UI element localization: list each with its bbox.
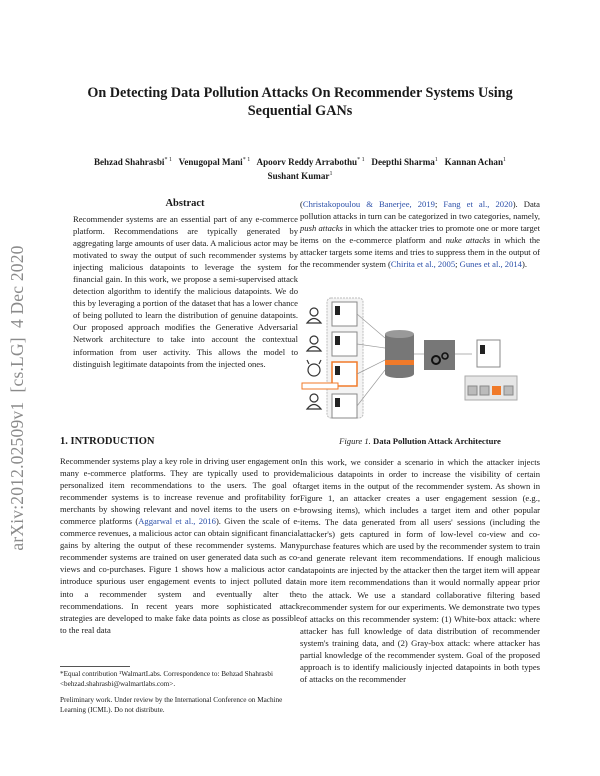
figure-1-diagram	[300, 290, 540, 420]
author: Deepthi Sharma$^1$	[371, 157, 438, 168]
citation-link[interactable]: Fang et al., 2020	[443, 199, 513, 209]
attacker-session-page-icon	[332, 362, 357, 386]
customer-events-database-icon	[385, 330, 414, 378]
recommendation-page-icon	[477, 340, 500, 367]
user-icon	[307, 394, 321, 409]
introduction-continued: (Christakopoulou & Banerjee, 2019; Fang et al., 2020). Data pollution attacks in turn can be categorized in two categories, namely, push attacks in which the attacker tries to promote one or more target items on the e-commerce platform and nuke attacks in which the attacker targets some items and tries to suppress them in the output of the recommender system (Chirita et al., 2005; Gunes et al., 2014).	[300, 199, 540, 270]
author: Behzad Shahrasbi$^{* 1}$	[93, 157, 172, 168]
session-page-icon	[332, 302, 357, 326]
body-paragraph: In this work, we consider a scenario in which the attacker injects malicious datapoints in order to increase the visibility of certain target items in the output of the recommender system. As shown in Figure 1, an attacker creates a user engagement session (e.g., browsing items), which includes a target item and other popular items. The data generated from all users' sessions (including the attacker's) gets captured in form of low-level co-view and co-purchase features which are used by the recommender system to train and generate relevant item recommendations. If enough malicious datapoints are injected by the attacker then the target item will appear in more item recommendations than it would normally appear prior to the attack. We use a standard collaborative filtering based recommender system for our experiments. We demonstrate two types of attacks on this recommender system: (1) White-box attack: where attacker has full knowledge of data distribution of recommender system's training data, and (2) Gray-box attack: where attacker has partial knowledge of the recommender system. Goal of the proposed approach is to identify maliciously injected datapoints in both types of attacks on the recommender	[300, 457, 543, 684]
arxiv-identifier: arXiv:2012.02509v1 [cs.LG] 4 Dec 2020	[7, 245, 27, 551]
citation-link[interactable]: Gunes et al., 2014	[459, 259, 522, 270]
author: Sushant Kumar$^1$	[267, 171, 333, 182]
attacker-label-box	[302, 383, 338, 389]
session-page-icon	[332, 394, 357, 418]
author: Kannan Achan$^1$	[444, 157, 507, 168]
figure-caption: Figure 1. Data Pollution Attack Architecture	[339, 436, 501, 446]
citation-link[interactable]: Chirita et al., 2005	[390, 259, 456, 270]
introduction-paragraph: Recommender systems play a key role in driving user engagement on many e-commerce platforms. They are typically used to provide personalized item recommendations to the users. The goal of recommender systems is to increase revenue and profitability for merchants by showing relevant and novel items to the users on e-commerce platforms (Aggarwal et al., 2016). Given the scale of e-commerce revenues, a malicious actor can obtain significant financial gains by altering the output of these recommender systems. Many recommender systems are trained on user generated data such as co-views and co-purchases. Figure 1 shows how a malicious actor can introduce spurious user engagement events to inject polluted data into a recommender system and eventually alter the recommendations. In recent years more sophisticated attack strategies are developed to make fake data points as close as possible to the real data	[60, 456, 301, 635]
user-icon	[307, 336, 321, 351]
author-list	[60, 154, 540, 182]
recommender-model-box	[424, 340, 455, 370]
citation-link[interactable]: Christakopoulou & Banerjee, 2019	[302, 199, 435, 209]
user-icon	[307, 308, 321, 323]
abstract-text: Recommender systems are an essential part of any e-commerce platform. Recommendations are typically generated by aggregating large amounts of user data. A malicious actor may be motivated to sway the output of such recommender systems by injecting malicious datapoints to leverage the system for financial gain. In this work, we propose a semi-supervised attack detection algorithm to identify the malicious datapoints. We do this by leveraging a portion of the dataset that has a lower chance of being polluted to learn the distribution of genuine datapoints. Our proposed approach modifies the Generative Adversarial Network architecture to take into account the contextual information from user activity. This allows the model to distinguish legitimate datapoints from the injected ones.	[73, 214, 301, 369]
session-page-icon	[332, 332, 357, 356]
preliminary-notice: Preliminary work. Under review by the International Conference on Machine Learning (ICML). Do not distribute.	[60, 696, 285, 714]
citation-link[interactable]: Aggarwal et al., 2016	[138, 516, 216, 527]
recommended-items-panel	[465, 376, 517, 400]
footnote-divider	[60, 666, 130, 667]
paper-title: On Detecting Data Pollution Attacks On Recommender Systems Using Sequential GANs	[87, 85, 517, 119]
footnote: *Equal contribution ¹WalmartLabs. Correspondence to: Behzad Shahrasbi <behzad.shahrasbi@walmartlabs.com>.	[60, 670, 275, 688]
attacker-icon	[307, 360, 321, 376]
author: Apoorv Reddy Arrabothu$^{* 1}$	[256, 157, 365, 168]
abstract-heading: Abstract	[165, 198, 205, 209]
author: Venugopal Mani$^{* 1}$	[178, 157, 251, 168]
section-heading-introduction: 1. INTRODUCTION	[60, 436, 155, 447]
